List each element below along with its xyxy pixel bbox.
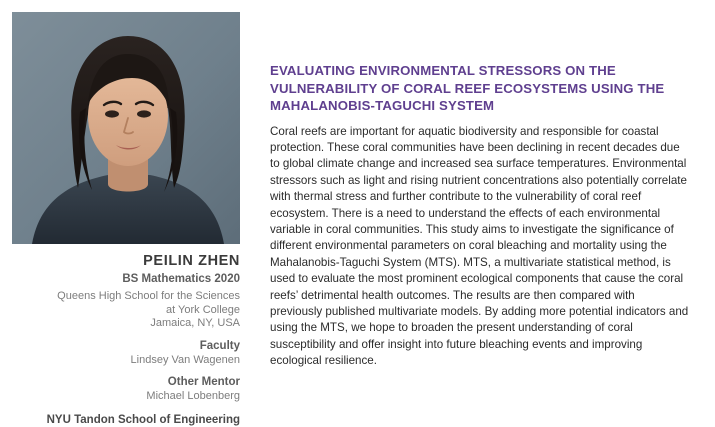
faculty-label: Faculty — [199, 339, 240, 352]
profile-column — [12, 12, 240, 427]
person-school-line-2: at York College — [166, 303, 240, 316]
other-mentor-label: Other Mentor — [167, 375, 240, 388]
person-school-line-1: Queens High School for the Sciences — [57, 290, 240, 302]
portrait-photo-image — [12, 12, 240, 244]
poster-title: EVALUATING ENVIRONMENTAL STRESSORS ON THE VULNERABILITY OF CORAL REEF ECOSYSTEMS USING THE MAHALANOBIS-TAGUCHI SYSTEM — [270, 63, 665, 113]
person-name: PEILIN ZHEN — [143, 253, 240, 269]
person-info — [12, 244, 240, 427]
person-degree: BS Mathematics 2020 — [122, 273, 240, 285]
person-school — [12, 290, 240, 331]
abstract-column — [270, 62, 690, 370]
institution-name: NYU Tandon School of Engineering — [46, 413, 240, 426]
person-school-line-3: Jamaica, NY, USA — [150, 317, 240, 329]
faculty-name: Lindsey Van Wagenen — [130, 353, 240, 366]
poster-abstract: Coral reefs are important for aquatic biodiversity and responsible for coastal protection. These coral communities have been declining in recent decades due to global climate change and increased sea surface temperatures. Environmental stressors such as light and rising nutrient concentrations also potentially correlate with thermal stress and further contribute to the vulnerability of coral reef ecosystem. There is a need to understand the effects of each environmental variable in coral communities. This study aims to investigate the significance of different environmental parameters on coral bleaching and mortality using the Mahalanobis-Taguchi System (MTS). MTS, a multivariate statistical method, is used to evaluate the most prominent ecological components that cause the coral reefs’ detrimental health outcomes. The results are then compared with previously published multivariate models. By adding more potential indicators and using the MTS, we hope to broaden the present understanding of coral susceptibility and offer insight into future bleaching events and improving ecological resilience. — [270, 124, 689, 368]
portrait-photo — [12, 12, 240, 244]
other-mentor-name: Michael Lobenberg — [146, 389, 240, 402]
